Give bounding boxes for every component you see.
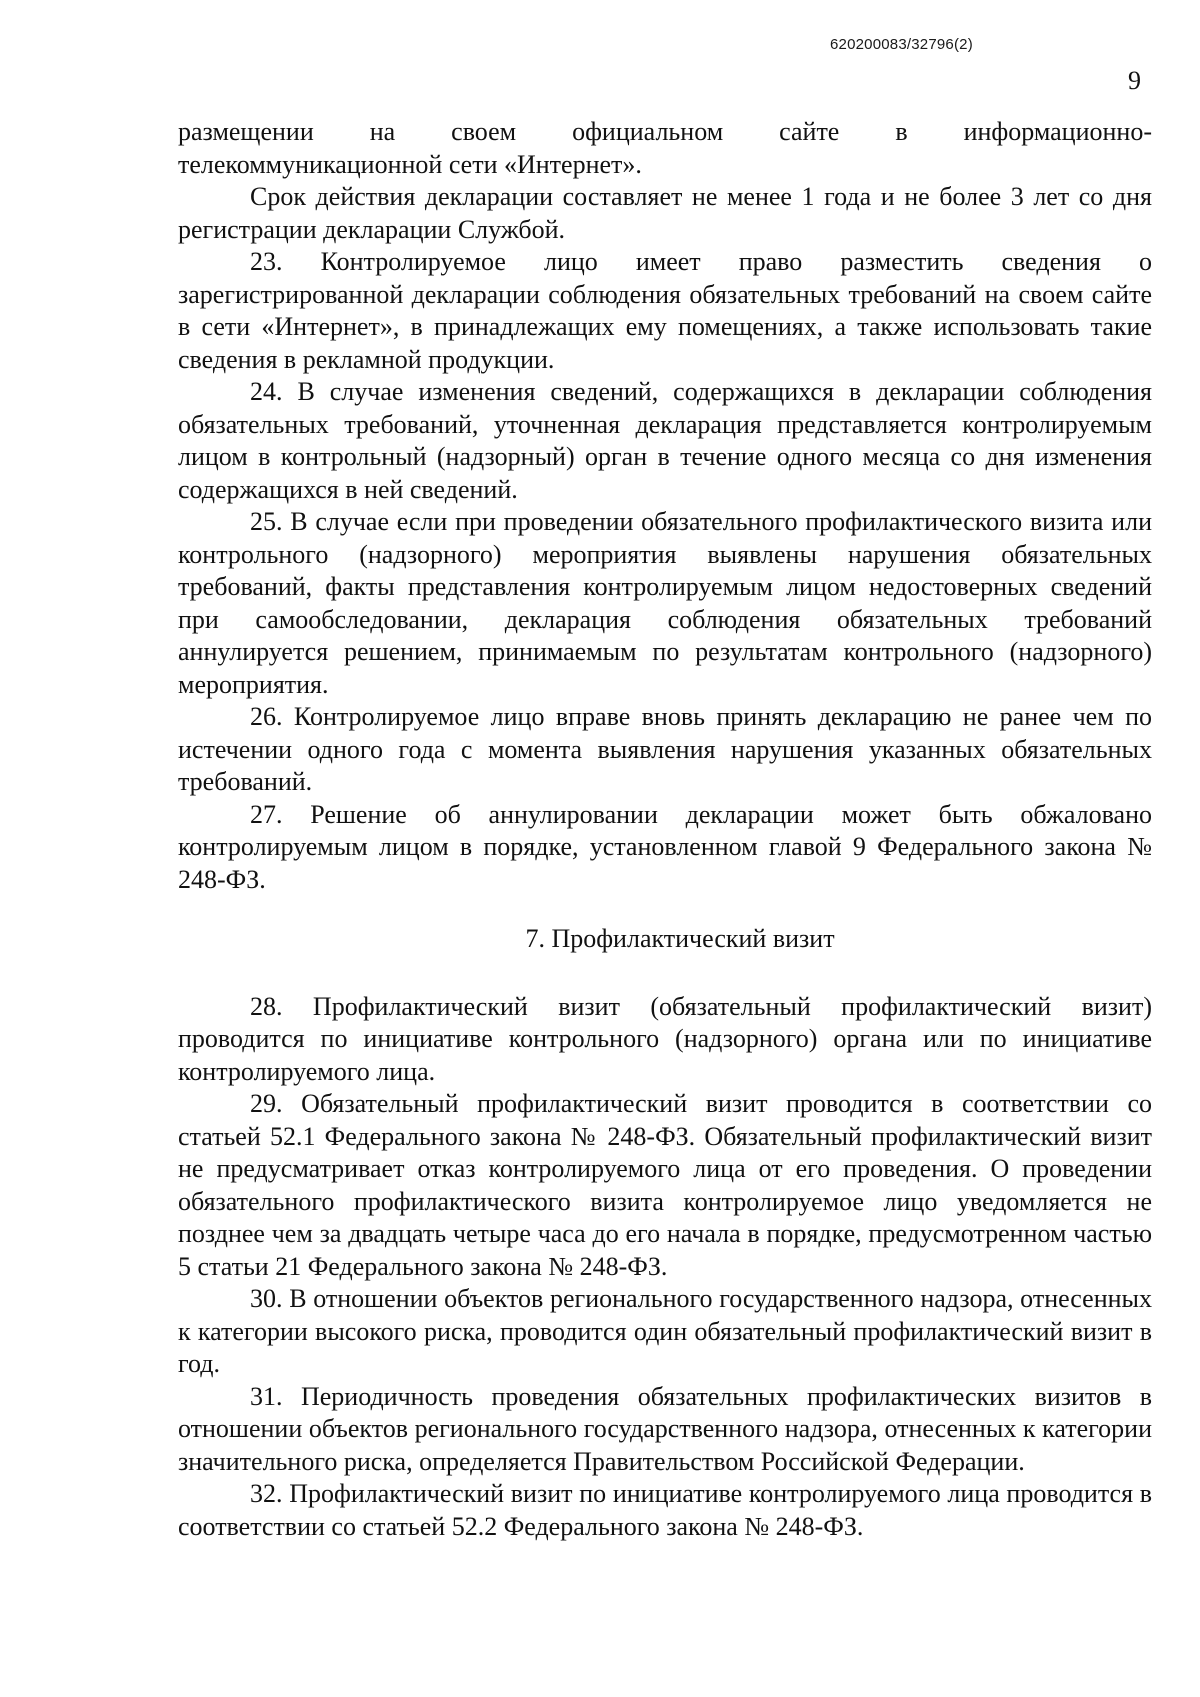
paragraph-32: 32. Профилактический визит по инициативе контролируемого лица проводится в соответствии со статьей 52.2 Федерального закона № 248-ФЗ. [178,1479,1152,1541]
paragraph-26: 26. Контролируемое лицо вправе вновь принять декларацию не ранее чем по истечении одного года с момента выявления нарушения указанных обязательных требований. [178,702,1152,796]
paragraph-27: 27. Решение об аннулировании декларации может быть обжаловано контролируемым лицом в порядке, установленном главой 9 Федерального закона № 248-ФЗ. [178,799,1152,894]
paragraph-25: 25. В случае если при проведении обязательного профилактического визита или контрольного (надзорного) мероприятия выявлены нарушения обязательных требований, факты представления контролируемым лицом недостоверных сведений при самообследовании, декларация соблюдения обязательных требований аннулируется решением, принимаемым по результатам контрольного (надзорного) мероприятия. [178,507,1152,699]
paragraph-31: 31. Периодичность проведения обязательных профилактических визитов в отношении объектов регионального государственного надзора, отнесенных к категории значительного риска, определяется Правительством Российской Федерации. [178,1381,1152,1476]
paragraph-29: 29. Обязательный профилактический визит проводится в соответствии со статьей 52.1 Федерального закона № 248-ФЗ. Обязательный профилактический визит не предусматривает отказ контролируемого лица от его проведения. О проведении обязательного профилактического визита контролируемое лицо уведомляется не позднее чем за двадцать четыре часа до его начала в порядке, предусмотренном частью 5 статьи 21 Федерального закона № 248-ФЗ. [178,1089,1152,1281]
paragraph-declaration-term: Срок действия декларации составляет не менее 1 года и не более 3 лет со дня регистрации декларации Службой. [178,182,1152,244]
paragraph-continuation-line-2: телекоммуникационной сети «Интернет». [178,149,642,179]
paragraph-23: 23. Контролируемое лицо имеет право разместить сведения о зарегистрированной декларации соблюдения обязательных требований на своем сайте в сети «Интернет», в принадлежащих ему помещениях, а также использовать такие сведения в рекламной продукции. [178,247,1152,374]
document-body [178,116,1152,1543]
document-registration-number: 620200083/32796(2) [830,36,973,53]
paragraph-28: 28. Профилактический визит (обязательный профилактический визит) проводится по инициативе контрольного (надзорного) органа или по инициативе контролируемого лица. [178,991,1152,1086]
paragraph-24: 24. В случае изменения сведений, содержащихся в декларации соблюдения обязательных требований, уточненная декларация представляется контролируемым лицом в контрольный (надзорный) орган в течение одного месяца со дня изменения содержащихся в ней сведений. [178,377,1152,504]
page-number: 9 [1128,66,1141,95]
paragraph-continuation-line-1: размещении на своем официальном сайте в информационно- [178,117,1152,146]
paragraph-30: 30. В отношении объектов регионального государственного надзора, отнесенных к категории высокого риска, проводится один обязательный профилактический визит в год. [178,1284,1152,1378]
section-heading: 7. Профилактический визит [525,924,835,953]
